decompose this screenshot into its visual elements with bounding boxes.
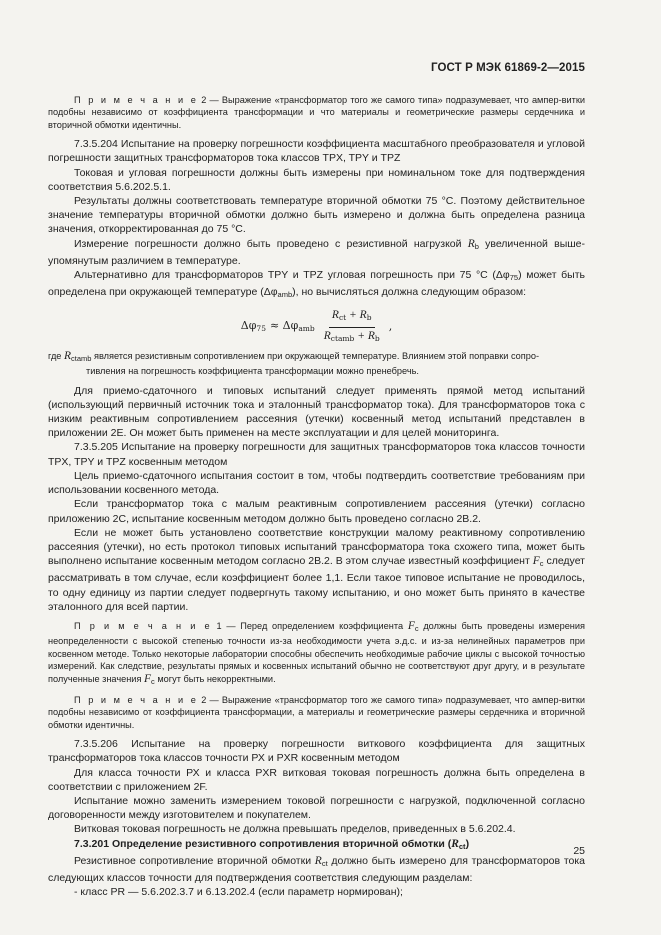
- paragraph: Результаты должны соответствовать температуре вторичной обмотки 75 °С. Поэтому действительное значение температуры вторичной обмотки должно быть измерено и должна быть определена разница значения, откорректированная до 75 °С.: [48, 195, 585, 236]
- paragraph: Если трансформатор тока с малым реактивным сопротивлением рассеяния (утечки) согласно приложению 2С, испытание косвенным методом должно быть проведено согласно 2В.2.: [48, 498, 585, 525]
- symbol-f: F: [532, 555, 540, 568]
- section-title-end: ): [465, 837, 470, 850]
- list-item: - класс PR — 5.6.202.3.7 и 6.13.202.4 (если параметр нормирован);: [74, 886, 403, 899]
- page-number: 25: [573, 845, 585, 857]
- paragraph: Цель приемо-сдаточного испытания состоит в том, чтобы подтвердить соответствие требованиям при использовании косвенного метода.: [48, 469, 585, 497]
- text-run: должно быть измерено для трансформаторов тока следующих классов точности для подтверждения соответствия следующим разделам:: [48, 854, 586, 884]
- paragraph: Витковая токовая погрешность не должна превышать пределов, приведенных в 5.6.202.4.: [74, 823, 516, 836]
- paragraph: Для приемо-сдаточного и типовых испытаний следует применять прямой метод испытаний (использующий первичный источник тока и эталонный трансформатор тока). Для трансформаторов тока с низким реактивным сопротивлением рассеяния (утечки) косвенный метод испытаний представлен в приложении 2Е. Он может быть применен на месте эксплуатации и для целей мониторинга.: [48, 384, 585, 440]
- section-title-7-3-201: [48, 837, 585, 854]
- section-title-7-3-5-204: 7.3.5.204 Испытание на проверку погрешности коэффициента масштабного преобразователя и угловой погрешности защитных трансформаторов тока классов TPX, TPY и TPZ: [48, 138, 585, 165]
- page-content: [48, 94, 585, 899]
- symbol-r: R: [314, 854, 322, 867]
- section-title-7-3-5-205: 7.3.5.205 Испытание на проверку погрешности для защитных трансформаторов тока классов точности TPX, TPY и TPZ косвенным методом: [48, 441, 585, 468]
- text-run: увеличенной выше-упомянутым различием в температуре.: [48, 237, 585, 267]
- where-line: где $R_{ctamb}$ является резистивным сопротивлением при окружающей температуре. Влиянием этой поправки сопро-: [48, 349, 540, 363]
- symbol-sub: c: [414, 623, 419, 633]
- formula-numerator: $R_{ct} + R_b$: [329, 308, 375, 327]
- formula-eq: ≈ $\Delta\varphi_{amb}$: [269, 318, 315, 333]
- paragraph: Испытание можно заменить измерением токовой погрешности с нагрузкой, подключенной согласно договоренности между изготовителем и покупателем.: [48, 794, 585, 822]
- formula: [48, 308, 585, 345]
- symbol-sub: 75: [509, 273, 519, 283]
- paragraph: [48, 268, 585, 302]
- symbol-f: F: [407, 619, 415, 632]
- note-label: П р и м е ч а н и е: [74, 620, 212, 631]
- note-label: П р и м е ч а н и е: [74, 95, 199, 105]
- symbol-sub: amb: [277, 290, 293, 300]
- section-title-text: 7.3.201 Определение резистивного сопротивления вторичной обмотки (: [74, 837, 452, 850]
- symbol-sub: c: [151, 676, 155, 686]
- note-paragraph: [48, 694, 585, 731]
- symbol-sub: ct: [321, 858, 328, 868]
- formula-denominator: $R_{ctamb} + R_b$: [323, 329, 380, 343]
- note-text: 2 — Выражение «трансформатор того же самого типа» подразумевает, что ампер-витки подобны независимо от коэффициента трансформации и что материалы и геометрические размеры сердечника и вторичной обмотки идентичны.: [48, 95, 585, 130]
- note-paragraph: [48, 620, 585, 688]
- note-paragraph: [48, 94, 585, 131]
- paragraph: Для класса точности РХ и класса PXR витковая токовая погрешность должна быть определена в соответствии с приложением 2F.: [48, 766, 585, 793]
- paragraph: [48, 237, 585, 268]
- paragraph: [48, 526, 585, 614]
- text-run: Измерение погрешности должно быть проведено с резистивной нагрузкой: [74, 237, 468, 250]
- section-title-7-3-5-206: 7.3.5.206 Испытание на проверку погрешности виткового коэффициента для защитных трансформаторов тока классов точности РХ и PXR косвенным методом: [48, 738, 585, 765]
- symbol-sub: ct: [458, 841, 466, 851]
- note-text: 2 — Выражение «трансформатор того же самого типа» подразумевает, что ампер-витки подобны независимо от коэффициента трансформации, а материалы и геометрические размеры сердечника и вторичной обмотки идентичны.: [48, 694, 585, 730]
- standard-header: ГОСТ Р МЭК 61869-2—2015: [431, 62, 585, 74]
- symbol-sub: c: [539, 559, 544, 569]
- text-run: следует рассматривать в том случае, если коэффициент более 1,1. Если такое типовое испытание не проводилось, то одну единицу из партии следует подвергнуть такому испытанию, и оно может быть принято в качестве эталонного для всей партии.: [48, 555, 585, 613]
- note-text: должны быть проведены измерения неопределенности с высокой степенью точности из-за необходимости учета э.д.с. и из-за нелинейных параметров при косвенном методе. Только некоторые лаборатории способны обеспечить необходимые рабочие циклы с высокой точностью измерений. Как следствие, результаты прямых и косвенных испытаний обычно не соответствуют друг другу, и в результате полученные значения: [48, 620, 585, 684]
- symbol-r: R: [451, 837, 459, 850]
- formula-tail: ,: [388, 320, 393, 334]
- where-line-cont: тивления на погрешность коэффициента трансформации можно пренебречь.: [86, 366, 419, 377]
- formula-lhs: $\Delta\varphi_{75}$: [240, 318, 266, 333]
- note-label: П р и м е ч а н и е: [74, 694, 199, 705]
- paragraph: Токовая и угловая погрешности должны быть измерены при номинальном токе для подтверждения соответствия 5.6.202.5.1.: [48, 166, 585, 193]
- text-run: Если не может быть установлено соответствие конструкции малому реактивному сопротивлению рассеяния (утечки), но есть протокол типовых испытаний трансформатора тока схожего типа, может быть выполнено испытание косвенным методом согласно 2В.2. В этом случае известный коэффициент: [48, 526, 585, 568]
- formula-explanation: [48, 350, 585, 378]
- note-text: 1 — Перед определением коэффициента: [211, 620, 408, 631]
- text-run: Альтернативно для трансформаторов TPY и TPZ угловая погрешность при 75 °С (Δφ: [74, 269, 510, 282]
- symbol-f: F: [143, 672, 152, 685]
- text-run: ) может быть определена при окружающей температуре (Δφ: [48, 269, 586, 299]
- text-run: ), но вычисляться должна следующим образом:: [292, 286, 527, 299]
- text-run: Резистивное сопротивление вторичной обмотки: [74, 854, 315, 867]
- note-text: могут быть некорректными.: [154, 673, 276, 684]
- formula-fraction: [321, 308, 383, 345]
- symbol-sub: b: [474, 241, 479, 251]
- paragraph: [48, 854, 585, 885]
- symbol-r: R: [467, 237, 475, 250]
